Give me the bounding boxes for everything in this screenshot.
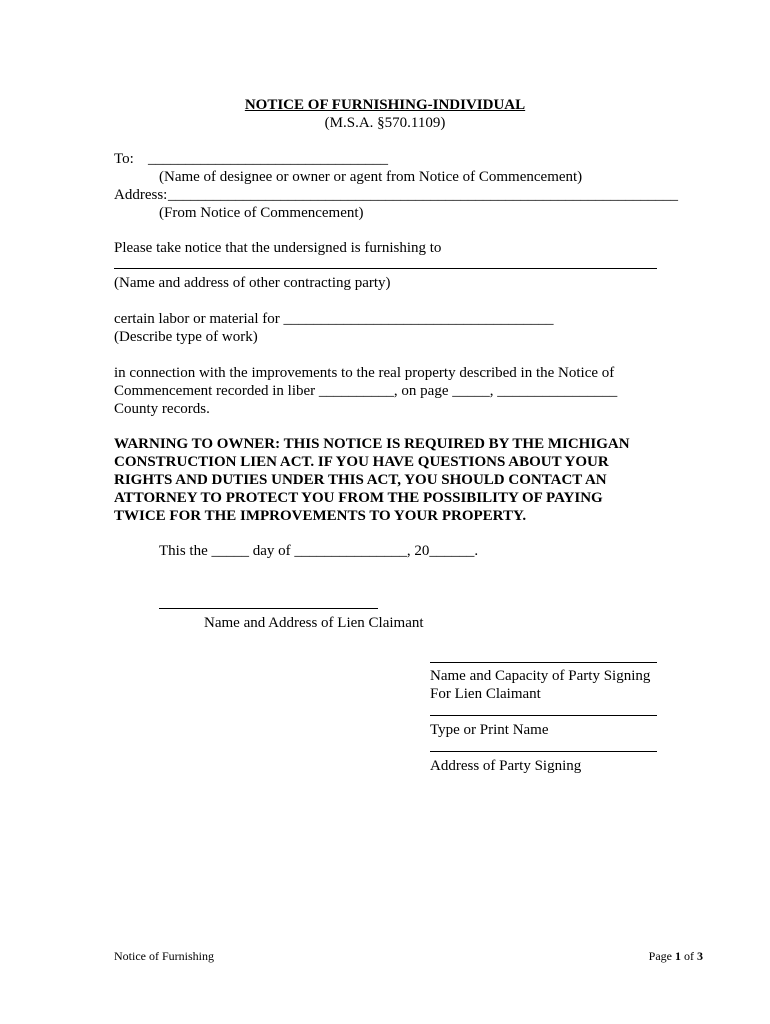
to-label: To: xyxy=(114,151,134,167)
page-total: 3 xyxy=(697,949,703,963)
lien-claimant-signature-line xyxy=(159,608,378,609)
print-name-caption: Type or Print Name xyxy=(430,722,549,738)
page-word: Page xyxy=(648,949,672,963)
statute-citation: (M.S.A. §570.1109) xyxy=(324,115,446,131)
warning-line5: TWICE FOR THE IMPROVEMENTS TO YOUR PROPERTY. xyxy=(114,508,527,524)
footer-document-name: Notice of Furnishing xyxy=(114,949,214,963)
capacity-caption-line2: For Lien Claimant xyxy=(430,686,541,702)
contracting-party-caption: (Name and address of other contracting party) xyxy=(114,275,391,291)
labor-material-line: certain labor or material for ____________________________________ xyxy=(114,311,554,327)
party-address-line xyxy=(430,751,657,752)
notice-intro: Please take notice that the undersigned is furnishing to xyxy=(114,240,442,256)
warning-line3: RIGHTS AND DUTIES UNDER THIS ACT, YOU SHOULD CONTACT AN xyxy=(114,472,607,488)
lien-claimant-caption: Name and Address of Lien Claimant xyxy=(204,615,424,631)
warning-line4: ATTORNEY TO PROTECT YOU FROM THE POSSIBILITY OF PAYING xyxy=(114,490,603,506)
warning-line1: WARNING TO OWNER: THIS NOTICE IS REQUIRED BY THE MICHIGAN xyxy=(114,436,630,452)
warning-line2: CONSTRUCTION LIEN ACT. IF YOU HAVE QUESTIONS ABOUT YOUR xyxy=(114,454,609,470)
address-label: Address: xyxy=(114,187,168,203)
date-line: This the _____ day of _______________, 20______. xyxy=(159,543,479,559)
contracting-party-line xyxy=(114,268,657,269)
page-current: 1 xyxy=(675,949,681,963)
capacity-signature-line xyxy=(430,662,657,663)
to-caption: (Name of designee or owner or agent from Notice of Commencement) xyxy=(159,169,583,185)
connection-text-line1: in connection with the improvements to the real property described in the Notice of xyxy=(114,365,615,381)
document-title: NOTICE OF FURNISHING-INDIVIDUAL xyxy=(244,97,526,113)
address-blank-line: ____________________________________________________________________ xyxy=(168,187,678,203)
party-address-caption: Address of Party Signing xyxy=(430,758,582,774)
connection-text-line2: Commencement recorded in liber __________, on page _____, ________________ xyxy=(114,383,618,399)
print-name-line xyxy=(430,715,657,716)
to-blank-line: ________________________________ xyxy=(148,151,388,167)
capacity-caption-line1: Name and Capacity of Party Signing xyxy=(430,668,651,684)
connection-text-line3: County records. xyxy=(114,401,210,417)
work-type-caption: (Describe type of work) xyxy=(114,329,258,345)
footer-page-number xyxy=(649,949,703,963)
page-of: of xyxy=(684,949,694,963)
address-caption: (From Notice of Commencement) xyxy=(159,205,364,221)
